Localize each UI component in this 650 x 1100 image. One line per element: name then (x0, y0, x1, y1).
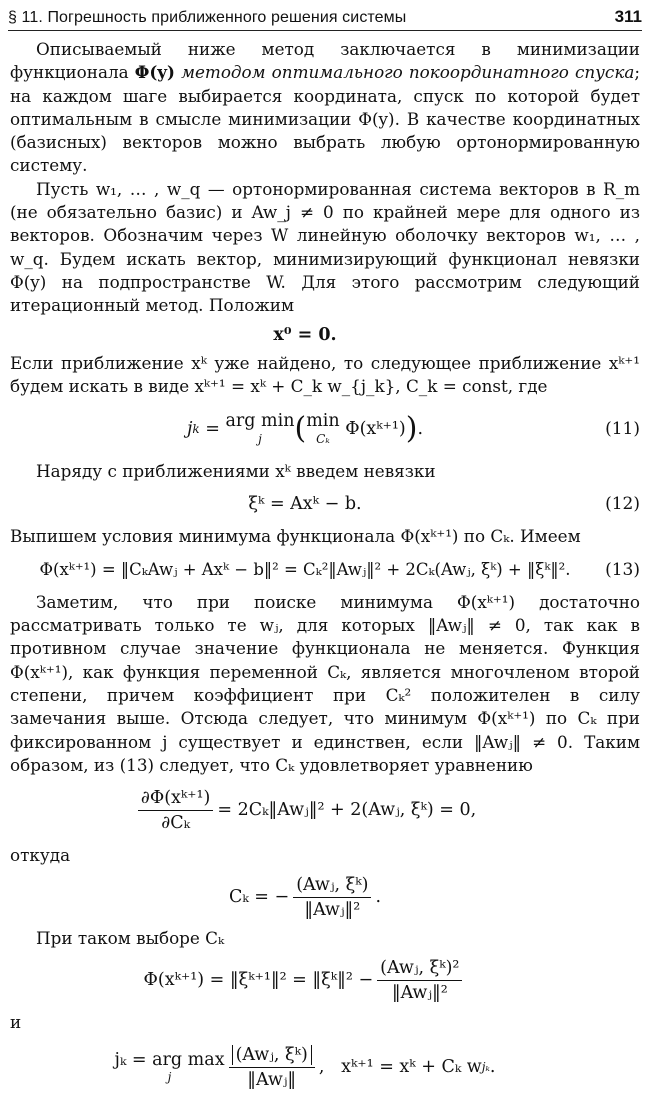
paragraph-remark: Заметим, что при поиске минимума Φ(xᵏ⁺¹) достаточно рассматривать только те wⱼ, для которых ‖Awⱼ‖ ≠ 0, так как в противном случае значение функционала не меняется. Функция Φ(xᵏ⁺¹), как функция переменной Cₖ, является многочленом второй степени, причем коэффициент при Cₖ² положителен в силу замечания выше. Отсюда следует, что минимум Φ(xᵏ⁺¹) по Cₖ при фиксированном j существует и единствен, если ‖Awⱼ‖ ≠ 0. Таким образом, из (13) следует, что Cₖ удовлетворяет уравнению (10, 591, 640, 775)
word-whence: откуда (10, 845, 71, 866)
page-number: 311 (614, 7, 642, 26)
running-header (8, 4, 642, 31)
body-text (10, 38, 640, 1100)
equation-number: (11) (605, 419, 640, 440)
equation-number: (12) (605, 494, 640, 515)
paragraph-setup: Пусть w₁, … , w_q — ортонормированная система векторов в R_m (не обязательно базис) и Aw_j ≠ 0 по крайней мере для одного из векторов. Обозначим через W линейную оболочку векторов w₁, … , w_q. Будем искать вектор, минимизирующий функционал невязки Φ(y) на подпространстве W. Для этого рассмотрим следующий итерационный метод. Положим (10, 178, 640, 316)
equation-number: (13) (605, 559, 640, 580)
paragraph-next-approx: Если приближение xᵏ уже найдено, то следующее приближение xᵏ⁺¹ будем искать в виде xᵏ⁺¹ = xᵏ + C_k w_{j_k}, C_k = const, где (10, 352, 640, 396)
paragraph-residuals: Наряду с приближениями xᵏ введем невязки (36, 461, 436, 482)
equation-derivative: $\frac{\text{∂Φ(xᵏ⁺¹)}}{\text{∂Cₖ}}$ = 2Cₖ‖Awⱼ‖² + 2(Awⱼ, ξᵏ) = 0, (10, 777, 640, 843)
equation-12: ξᵏ = Axᵏ − b. (12) (248, 494, 640, 515)
equation-Ck: Cₖ = − $\frac{\text{(Awⱼ, ξᵏ)}}{\text{‖Awⱼ‖²}}$ . (228, 874, 382, 920)
paragraph-intro: Описываемый ниже метод заключается в минимизации функционала Φ(y) методом оптимального покоординатного спуска; на каждом шаге выбирается координата, спуск по которой будет оптимальным в смысле минимизации Φ(y). В качестве координатных (базисных) векторов можно выбрать любую ортонормированную систему. (10, 39, 640, 176)
paragraph-min-conditions: Выпишем условия минимума функционала Φ(xᵏ⁺¹) по Cₖ. Имеем (10, 526, 581, 547)
section-title: § 11. Погрешность приближенного решения системы (8, 9, 407, 26)
paragraph-choice: При таком выборе Cₖ (36, 928, 225, 949)
equation-11: j k = arg min j ( min Cₖ Φ(xᵏ⁺¹) ) . (11) (186, 411, 640, 447)
equation-13: Φ(xᵏ⁺¹) = ‖CₖAwⱼ + Axᵏ − b‖² = Cₖ²‖Awⱼ‖² + 2Cₖ(Awⱼ, ξᵏ) + ‖ξᵏ‖². (13) (39, 559, 640, 580)
equation-jk: jₖ = arg max j $\frac{\text{(Awⱼ, ξᵏ)}}{\text{‖Awⱼ‖}}$ , xᵏ⁺¹ = xᵏ + Cₖ w jₖ . (114, 1044, 496, 1090)
equation-initial: x⁰ = 0. (273, 324, 337, 345)
equation-phi: Φ(xᵏ⁺¹) = ‖ξᵏ⁺¹‖² = ‖ξᵏ‖² − $\frac{\text{(Awⱼ, ξᵏ)²}}{\text{‖Awⱼ‖²}}$ (10, 950, 640, 1010)
word-and: и (10, 1012, 22, 1033)
